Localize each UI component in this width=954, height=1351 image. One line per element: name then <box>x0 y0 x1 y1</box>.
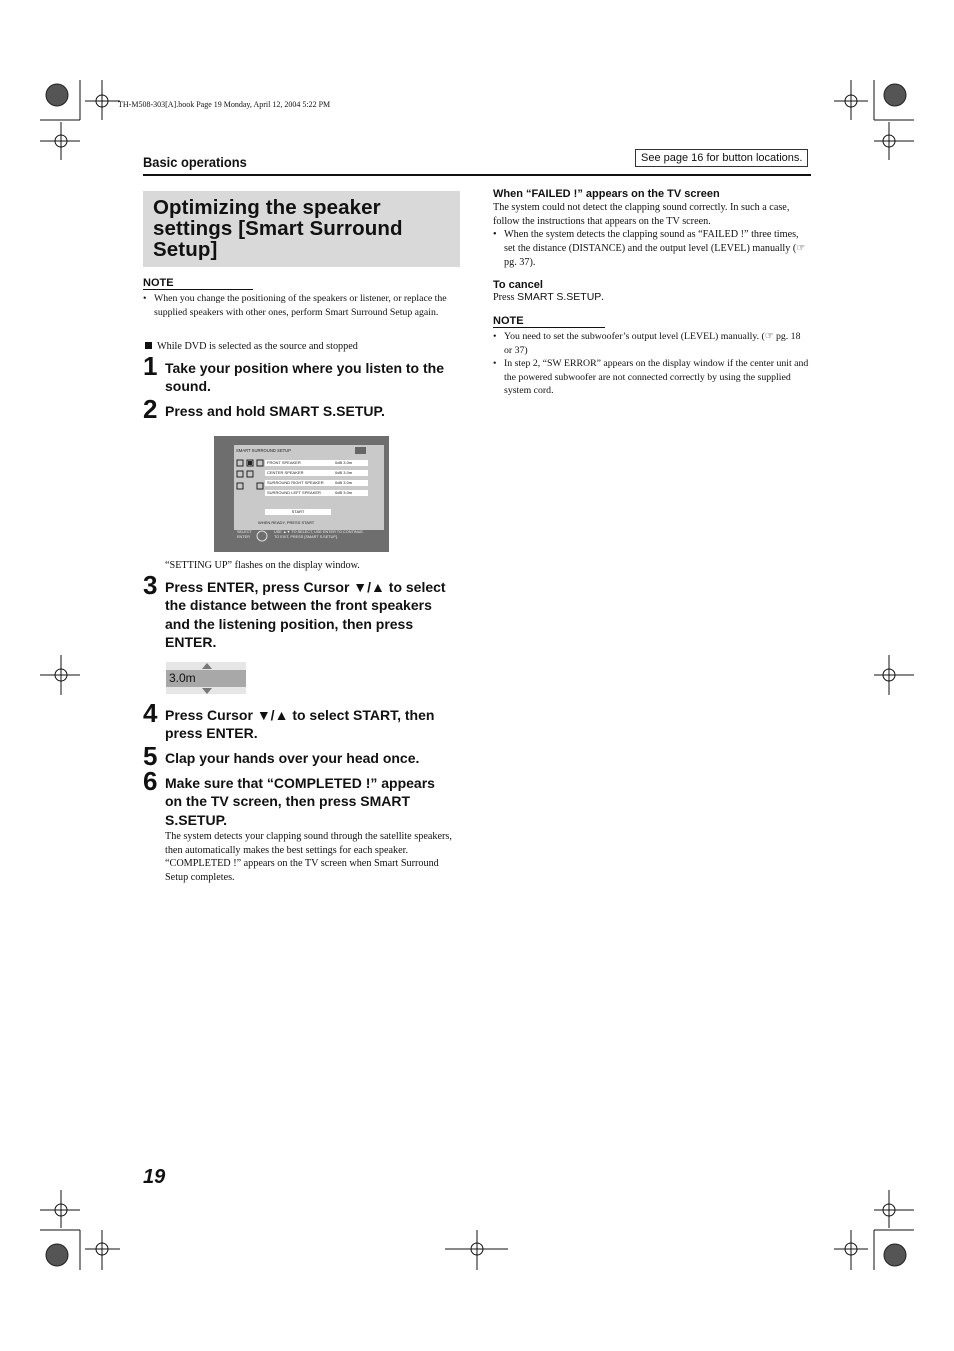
step-6-number: 6 <box>143 766 158 796</box>
note2-block <box>493 315 811 398</box>
speaker-layout-icon <box>236 459 264 499</box>
cursor-pad-icon <box>256 530 268 542</box>
osd-start-button: START <box>265 509 331 515</box>
distance-display <box>166 662 246 694</box>
cancel-heading: To cancel <box>493 279 543 291</box>
setting-up-note: “SETTING UP” flashes on the display window. <box>165 560 360 571</box>
osd-row: CENTER SPEAKER 0dB 3.0m <box>265 470 368 476</box>
osd-footer-right: USE ▲▼ TO SELECT, USE ENTER TO CONTINUE. TO EXIT, PRESS [SMART S.SETUP]. <box>274 530 364 539</box>
smart-surround-setup-screen <box>214 436 389 552</box>
note2-label: NOTE <box>493 315 605 328</box>
section-label: Basic operations <box>143 154 247 170</box>
step-1-text: Take your position where you listen to the sound. <box>165 360 445 395</box>
osd-row: FRONT SPEAKER 0dB 3.0m <box>265 460 368 466</box>
step-1-number: 1 <box>143 351 158 381</box>
condition-text: While DVD is selected as the source and stopped <box>157 341 358 352</box>
osd-row: SURROUND RIGHT SPEAKER 0dB 3.0m <box>265 480 368 486</box>
file-info: TH-M508-303[A].book Page 19 Monday, April 12, 2004 5:22 PM <box>118 100 331 109</box>
step-3-number: 3 <box>143 570 158 600</box>
condition <box>145 341 358 352</box>
step-3-text: Press ENTER, press Cursor ▼/▲ to select the distance between the front speakers and the listening position, then press ENTER. <box>165 579 446 650</box>
page-number: 19 <box>143 1166 166 1188</box>
osd-row: SURROUND LEFT SPEAKER 0dB 3.0m <box>265 490 368 496</box>
step-4-number: 4 <box>143 698 158 728</box>
step-2-number: 2 <box>143 394 158 424</box>
step-5-text: Clap your hands over your head once. <box>165 750 420 766</box>
step-5-number: 5 <box>143 741 158 771</box>
page-title: Optimizing the speaker settings [Smart Surround Setup] <box>153 196 403 261</box>
failed-bullet: • When the system detects the clapping sound as “FAILED !” three times, set the distance (DISTANCE) and the output level (LEVEL) manually (☞ pg. 37). <box>493 228 811 269</box>
up-arrow-icon <box>202 663 212 669</box>
header-rule <box>143 174 811 176</box>
failed-heading: When “FAILED !” appears on the TV screen <box>493 188 720 200</box>
see-page-box: See page 16 for button locations. <box>635 149 808 167</box>
title-box <box>143 191 460 267</box>
step-6-text: Make sure that “COMPLETED !” appears on the TV screen, then press SMART S.SETUP. <box>165 775 435 828</box>
note2-item: • In step 2, “SW ERROR” appears on the display window if the center unit and the powered subwoofer are not connected correctly by using the supplied system cord. <box>493 357 811 398</box>
step-2-text: Press and hold SMART S.SETUP. <box>165 403 385 419</box>
osd-panel <box>234 445 384 530</box>
distance-field: 3.0m <box>166 670 246 687</box>
down-arrow-icon <box>202 688 212 694</box>
note-block <box>143 277 458 319</box>
note-label: NOTE <box>143 277 253 290</box>
osd-ready-text: WHEN READY, PRESS START <box>258 520 315 525</box>
cancel-text: Press SMART S.SETUP. <box>493 291 604 303</box>
failed-text: The system could not detect the clapping sound correctly. In such a case, follow the instructions that appears on the TV screen. <box>493 202 790 227</box>
speaker-logo-icon <box>354 445 368 455</box>
note-item: • When you change the positioning of the speakers or listener, or replace the supplied speakers with other ones, perform Smart Surround Setup again. <box>143 292 458 319</box>
step-6-body: The system detects your clapping sound through the satellite speakers, then automatically makes the best settings for each speaker. “COMPLETED !” appears on the TV screen when Smart Surround Setup completes. <box>165 831 452 884</box>
cancel-section <box>493 279 811 305</box>
note2-item: • You need to set the subwoofer’s output level (LEVEL) manually. (☞ pg. 18 or 37) <box>493 330 811 357</box>
step-4-text: Press Cursor ▼/▲ to select START, then press ENTER. <box>165 707 435 742</box>
square-bullet-icon <box>145 342 152 349</box>
osd-footer-left: SELECT ENTER <box>237 530 252 539</box>
failed-section <box>493 188 811 270</box>
osd-title: SMART SURROUND SETUP <box>236 448 291 453</box>
